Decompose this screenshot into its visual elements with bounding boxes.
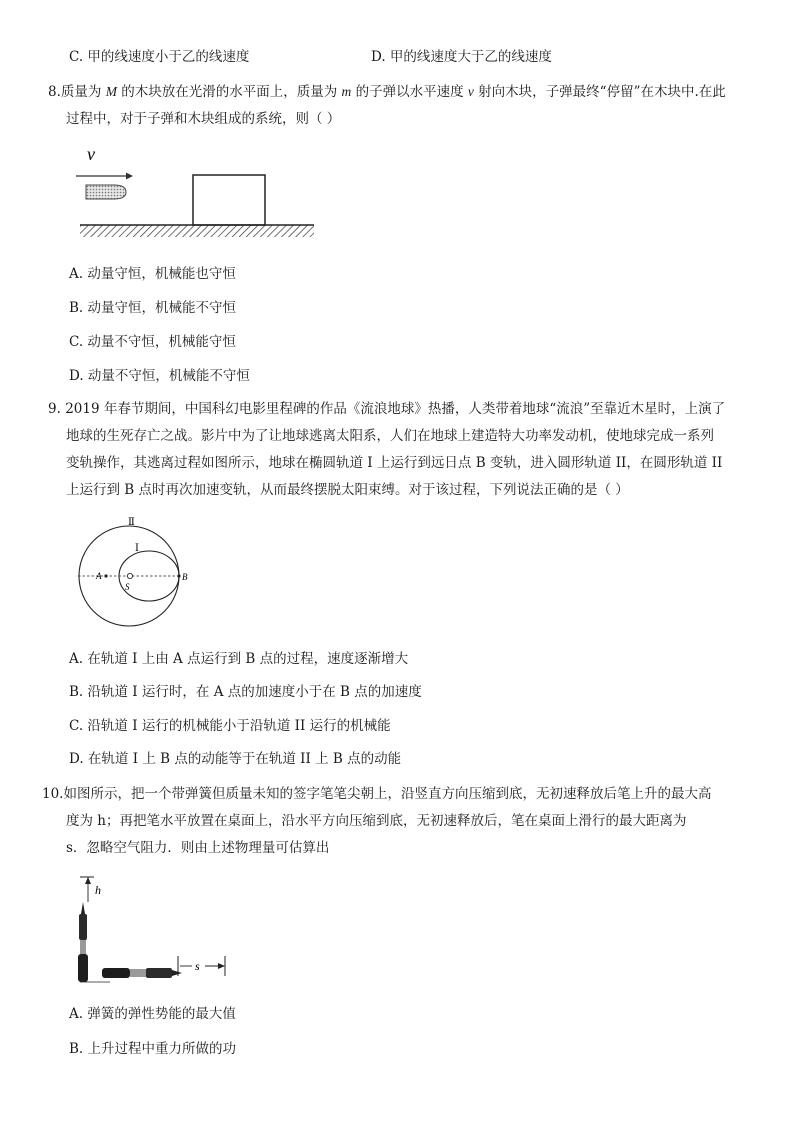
- q8-var-m: m: [341, 84, 352, 99]
- q10-figure-pens: [70, 872, 240, 987]
- q8-stem-line1: 8.质量为 M 的木块放在光滑的水平面上，质量为 m 的子弹以水平速度 v 射向木块，子弹最终“停留”在木块中.在此: [48, 84, 726, 100]
- q10-option-a: A. 弹簧的弹性势能的最大值: [69, 1006, 236, 1022]
- label-a: A: [96, 571, 102, 581]
- q8-var-v: v: [467, 84, 474, 99]
- wooden-block: [193, 175, 265, 225]
- bullet-icon: [86, 185, 126, 199]
- label-b: B: [182, 572, 188, 582]
- q8-option-c: C. 动量不守恒，机械能守恒: [69, 334, 236, 350]
- q9-stem-line1: 9. 2019 年春节期间，中国科幻电影里程碑的作品《流浪地球》热播，人类带着地球“流浪”至靠近木星时，上演了: [48, 401, 726, 417]
- q10-stem-line1: 10.如图所示，把一个带弹簧但质量未知的签字笔笔尖朝上，沿竖直方向压缩到底，无初速释放后笔上升的最大高: [42, 786, 712, 802]
- q9-figure-orbits: [72, 515, 194, 627]
- q8-option-d: D. 动量不守恒，机械能不守恒: [69, 368, 250, 384]
- s-arrow-icon: [218, 963, 225, 969]
- sun-icon: [127, 573, 132, 578]
- label-s-distance: s: [195, 959, 200, 973]
- q10-option-b: B. 上升过程中重力所做的功: [69, 1041, 237, 1057]
- vertical-pen: [78, 902, 88, 982]
- label-h: h: [95, 883, 101, 897]
- q10-number: 10.: [42, 786, 64, 802]
- q8-var-M: M: [105, 84, 117, 99]
- q9-option-b: B. 沿轨道 I 运行时，在 A 点的加速度小于在 B 点的加速度: [69, 684, 422, 700]
- q9-stem-line3: 变轨操作，其逃离过程如图所示，地球在椭圆轨道 I 上运行到远日点 B 变轨，进入圆形轨道 II，在圆形轨道 II: [66, 455, 723, 471]
- q8-option-a: A. 动量守恒，机械能也守恒: [69, 266, 236, 282]
- q8-figure-bullet-block: [74, 140, 324, 240]
- q8-stem-line2: 过程中，对于子弹和木块组成的系统，则（ ）: [66, 111, 341, 127]
- option-c-prev: C. 甲的线速度小于乙的线速度: [69, 49, 250, 65]
- option-d-prev: D. 甲的线速度大于乙的线速度: [371, 49, 552, 65]
- label-orbit-ii: Ⅱ: [128, 517, 135, 528]
- point-b-dot: [177, 574, 180, 577]
- q9-stem-line2: 地球的生死存亡之战。影片中为了让地球逃离太阳系，人们在地球上建造特大功率发动机，使地球完成一系列: [66, 428, 714, 444]
- q9-option-d: D. 在轨道 I 上 B 点的动能等于在轨道 II 上 B 点的动能: [69, 751, 402, 767]
- q8-number: 8.: [48, 84, 61, 100]
- q8-option-b: B. 动量守恒，机械能不守恒: [69, 300, 237, 316]
- velocity-arrow-icon: [76, 173, 133, 180]
- velocity-label: v: [87, 144, 95, 164]
- q10-stem-line2: 度为 h；再把笔水平放置在桌面上，沿水平方向压缩到底，无初速释放后，笔在桌面上滑行的最大距离为: [66, 813, 687, 829]
- q9-stem-line4: 上运行到 B 点时再次加速变轨，从而最终摆脱太阳束缚。对于该过程，下列说法正确的是（ ）: [66, 482, 629, 498]
- label-orbit-i: Ⅰ: [135, 543, 139, 554]
- label-s: S: [125, 582, 130, 592]
- h-arrow-icon: [85, 877, 91, 884]
- q9-number: 9.: [48, 401, 61, 417]
- q9-option-a: A. 在轨道 I 上由 A 点运行到 B 点的过程，速度逐渐增大: [69, 651, 409, 667]
- q10-stem-line3: s．忽略空气阻力．则由上述物理量可估算出: [66, 840, 330, 856]
- point-a-dot: [104, 574, 107, 577]
- ground-hatch: [80, 225, 314, 237]
- horizontal-pen: [102, 968, 182, 978]
- q9-option-c: C. 沿轨道 I 运行的机械能小于沿轨道 II 运行的机械能: [69, 718, 391, 734]
